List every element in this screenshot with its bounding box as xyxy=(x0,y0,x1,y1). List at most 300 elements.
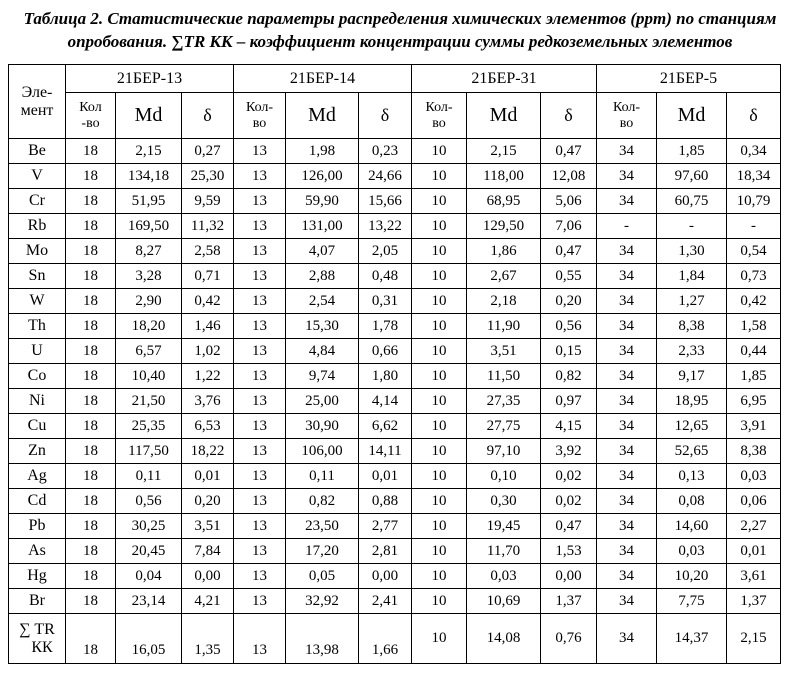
value-cell: 18,20 xyxy=(116,314,182,339)
value-cell: 13 xyxy=(234,289,286,314)
value-cell: 18 xyxy=(66,289,116,314)
value-cell: 13 xyxy=(234,514,286,539)
element-cell: U xyxy=(9,339,66,364)
value-cell: 0,01 xyxy=(182,464,234,489)
value-cell: 10 xyxy=(412,414,467,439)
value-cell: 13 xyxy=(234,539,286,564)
table-row xyxy=(9,139,781,164)
element-cell: Cd xyxy=(9,489,66,514)
value-cell: 4,84 xyxy=(286,339,359,364)
count-header-line: во xyxy=(619,115,634,131)
value-cell: 0,47 xyxy=(541,239,597,264)
table-row xyxy=(9,239,781,264)
value-cell: 13,98 xyxy=(286,614,359,664)
value-cell: 34 xyxy=(597,264,657,289)
value-cell: 34 xyxy=(597,364,657,389)
station-header: 21БЕР-13 xyxy=(66,65,234,93)
value-cell: 3,76 xyxy=(182,389,234,414)
value-cell: 25,00 xyxy=(286,389,359,414)
value-cell: 34 xyxy=(597,464,657,489)
value-cell: 3,51 xyxy=(182,514,234,539)
value-cell: 10 xyxy=(412,564,467,589)
value-cell: 2,81 xyxy=(359,539,412,564)
value-cell: 10,79 xyxy=(727,189,781,214)
count-header xyxy=(234,93,286,139)
value-cell: 3,92 xyxy=(541,439,597,464)
value-cell: 10,69 xyxy=(467,589,541,614)
count-header-line: Кол- xyxy=(245,99,274,115)
value-cell: 1,86 xyxy=(467,239,541,264)
value-cell: 6,53 xyxy=(182,414,234,439)
value-cell: 9,59 xyxy=(182,189,234,214)
value-cell: 18 xyxy=(66,364,116,389)
value-cell: 18 xyxy=(66,539,116,564)
value-cell: 0,13 xyxy=(657,464,727,489)
value-cell: 13 xyxy=(234,439,286,464)
value-cell: 106,00 xyxy=(286,439,359,464)
value-cell: 1,35 xyxy=(182,614,234,664)
value-cell: 11,50 xyxy=(467,364,541,389)
value-cell: 2,15 xyxy=(116,139,182,164)
table-row xyxy=(9,389,781,414)
value-cell: 18 xyxy=(66,514,116,539)
value-cell: 0,88 xyxy=(359,489,412,514)
value-cell: 131,00 xyxy=(286,214,359,239)
value-cell: 10 xyxy=(412,439,467,464)
value-cell: 10,20 xyxy=(657,564,727,589)
value-cell: 10 xyxy=(412,389,467,414)
value-cell: 0,47 xyxy=(541,514,597,539)
count-header xyxy=(597,93,657,139)
value-cell: 13 xyxy=(234,339,286,364)
value-cell: 34 xyxy=(597,489,657,514)
value-cell: 34 xyxy=(597,164,657,189)
value-cell: 0,55 xyxy=(541,264,597,289)
table-row xyxy=(9,489,781,514)
value-cell: 18 xyxy=(66,614,116,664)
value-cell: 0,56 xyxy=(541,314,597,339)
value-cell: 0,56 xyxy=(116,489,182,514)
value-cell: 10 xyxy=(412,539,467,564)
value-cell: 129,50 xyxy=(467,214,541,239)
value-cell: 12,08 xyxy=(541,164,597,189)
value-cell: - xyxy=(657,214,727,239)
element-cell: Br xyxy=(9,589,66,614)
value-cell: 34 xyxy=(597,414,657,439)
value-cell: 13 xyxy=(234,164,286,189)
delta-header: δ xyxy=(541,93,597,139)
value-cell: 18 xyxy=(66,139,116,164)
value-cell: 18 xyxy=(66,164,116,189)
element-cell: Cr xyxy=(9,189,66,214)
value-cell: 14,60 xyxy=(657,514,727,539)
value-cell: 18 xyxy=(66,214,116,239)
value-cell: 10 xyxy=(412,289,467,314)
element-cell xyxy=(9,614,66,664)
table-row xyxy=(9,464,781,489)
value-cell: 0,11 xyxy=(286,464,359,489)
value-cell: 2,58 xyxy=(182,239,234,264)
value-cell: 0,44 xyxy=(727,339,781,364)
value-cell: 0,71 xyxy=(182,264,234,289)
element-column-header-line: мент xyxy=(20,101,54,119)
value-cell: 34 xyxy=(597,539,657,564)
value-cell: 7,06 xyxy=(541,214,597,239)
value-cell: 34 xyxy=(597,589,657,614)
value-cell: 2,77 xyxy=(359,514,412,539)
table-row xyxy=(9,364,781,389)
value-cell: 0,73 xyxy=(727,264,781,289)
value-cell: 0,82 xyxy=(286,489,359,514)
value-cell: 18 xyxy=(66,589,116,614)
value-cell: 0,00 xyxy=(359,564,412,589)
element-cell: Ag xyxy=(9,464,66,489)
value-cell: 1,37 xyxy=(727,589,781,614)
value-cell: 0,76 xyxy=(541,614,597,664)
delta-header: δ xyxy=(727,93,781,139)
value-cell: 1,27 xyxy=(657,289,727,314)
table-row xyxy=(9,539,781,564)
value-cell: 2,15 xyxy=(467,139,541,164)
median-header: Md xyxy=(657,93,727,139)
value-cell: 0,10 xyxy=(467,464,541,489)
element-cell: Mo xyxy=(9,239,66,264)
value-cell: 27,35 xyxy=(467,389,541,414)
value-cell: 18 xyxy=(66,489,116,514)
value-cell: 2,18 xyxy=(467,289,541,314)
value-cell: 13 xyxy=(234,264,286,289)
value-cell: 6,57 xyxy=(116,339,182,364)
value-cell: 14,11 xyxy=(359,439,412,464)
value-cell: 2,67 xyxy=(467,264,541,289)
value-cell: 18 xyxy=(66,389,116,414)
value-cell: 134,18 xyxy=(116,164,182,189)
value-cell: 0,66 xyxy=(359,339,412,364)
value-cell: 13 xyxy=(234,139,286,164)
element-cell-line: КК xyxy=(31,638,53,656)
value-cell: 34 xyxy=(597,189,657,214)
table-row xyxy=(9,214,781,239)
table-row xyxy=(9,614,781,664)
value-cell: 2,33 xyxy=(657,339,727,364)
element-cell: Th xyxy=(9,314,66,339)
value-cell: 20,45 xyxy=(116,539,182,564)
median-header: Md xyxy=(286,93,359,139)
count-header-line: во xyxy=(432,115,446,131)
value-cell: 3,61 xyxy=(727,564,781,589)
value-cell: 10 xyxy=(412,214,467,239)
value-cell: 13 xyxy=(234,489,286,514)
value-cell: 118,00 xyxy=(467,164,541,189)
value-cell: 18,34 xyxy=(727,164,781,189)
value-cell: 13 xyxy=(234,589,286,614)
value-cell: 24,66 xyxy=(359,164,412,189)
value-cell: 34 xyxy=(597,314,657,339)
element-cell-line: ∑ TR xyxy=(19,620,55,638)
value-cell: 10 xyxy=(412,139,467,164)
value-cell: 30,25 xyxy=(116,514,182,539)
value-cell: 6,95 xyxy=(727,389,781,414)
statistics-table xyxy=(8,64,781,664)
value-cell: 32,92 xyxy=(286,589,359,614)
value-cell: 13 xyxy=(234,564,286,589)
element-column-header xyxy=(9,65,66,139)
value-cell: 60,75 xyxy=(657,189,727,214)
value-cell: 0,48 xyxy=(359,264,412,289)
station-header: 21БЕР-5 xyxy=(597,65,781,93)
value-cell: 1,78 xyxy=(359,314,412,339)
value-cell: 10 xyxy=(412,489,467,514)
table-row xyxy=(9,564,781,589)
value-cell: - xyxy=(727,214,781,239)
station-header: 21БЕР-14 xyxy=(234,65,412,93)
value-cell: 14,08 xyxy=(467,614,541,664)
value-cell: 0,27 xyxy=(182,139,234,164)
table-body xyxy=(9,139,781,664)
value-cell: 18 xyxy=(66,314,116,339)
value-cell: 2,41 xyxy=(359,589,412,614)
value-cell: 7,84 xyxy=(182,539,234,564)
value-cell: 23,14 xyxy=(116,589,182,614)
element-cell: W xyxy=(9,289,66,314)
value-cell: 0,23 xyxy=(359,139,412,164)
value-cell: 10 xyxy=(412,239,467,264)
table-row xyxy=(9,339,781,364)
value-cell: 126,00 xyxy=(286,164,359,189)
value-cell: 30,90 xyxy=(286,414,359,439)
value-cell: 13 xyxy=(234,364,286,389)
value-cell: 34 xyxy=(597,239,657,264)
value-cell: 13 xyxy=(234,189,286,214)
value-cell: 34 xyxy=(597,139,657,164)
value-cell: 1,58 xyxy=(727,314,781,339)
value-cell: 1,85 xyxy=(727,364,781,389)
value-cell: 3,51 xyxy=(467,339,541,364)
value-cell: 27,75 xyxy=(467,414,541,439)
value-cell: 34 xyxy=(597,564,657,589)
value-cell: 1,98 xyxy=(286,139,359,164)
value-cell: 0,54 xyxy=(727,239,781,264)
value-cell: 2,15 xyxy=(727,614,781,664)
table-row xyxy=(9,414,781,439)
value-cell: 16,05 xyxy=(116,614,182,664)
value-cell: 0,20 xyxy=(182,489,234,514)
value-cell: 6,62 xyxy=(359,414,412,439)
value-cell: 1,02 xyxy=(182,339,234,364)
value-cell: 2,54 xyxy=(286,289,359,314)
value-cell: 8,27 xyxy=(116,239,182,264)
count-header xyxy=(66,93,116,139)
value-cell: 25,35 xyxy=(116,414,182,439)
count-header-line: Кол xyxy=(79,99,102,115)
value-cell: 0,30 xyxy=(467,489,541,514)
value-cell: 10 xyxy=(412,264,467,289)
value-cell: 3,91 xyxy=(727,414,781,439)
value-cell: 0,01 xyxy=(359,464,412,489)
table-row xyxy=(9,164,781,189)
value-cell: 9,74 xyxy=(286,364,359,389)
table-caption xyxy=(0,7,800,53)
value-cell: 10 xyxy=(412,164,467,189)
value-cell: 52,65 xyxy=(657,439,727,464)
station-header: 21БЕР-31 xyxy=(412,65,597,93)
value-cell: 0,02 xyxy=(541,464,597,489)
value-cell: 23,50 xyxy=(286,514,359,539)
value-cell: 13 xyxy=(234,389,286,414)
table-row xyxy=(9,439,781,464)
value-cell: 4,21 xyxy=(182,589,234,614)
median-header: Md xyxy=(116,93,182,139)
value-cell: 18 xyxy=(66,339,116,364)
value-cell: 13 xyxy=(234,414,286,439)
value-cell: 34 xyxy=(597,339,657,364)
value-cell: 3,28 xyxy=(116,264,182,289)
count-header-line: Кол- xyxy=(425,99,453,115)
value-cell: 8,38 xyxy=(727,439,781,464)
count-header-line: -во xyxy=(81,115,100,131)
value-cell: 13,22 xyxy=(359,214,412,239)
element-cell: Cu xyxy=(9,414,66,439)
value-cell: 34 xyxy=(597,614,657,664)
value-cell: 34 xyxy=(597,389,657,414)
value-cell: 1,66 xyxy=(359,614,412,664)
element-cell: Rb xyxy=(9,214,66,239)
element-cell: Pb xyxy=(9,514,66,539)
value-cell: 11,70 xyxy=(467,539,541,564)
value-cell: 10 xyxy=(412,614,467,664)
value-cell: 13 xyxy=(234,214,286,239)
count-header-line: Кол- xyxy=(612,99,641,115)
value-cell: 0,06 xyxy=(727,489,781,514)
value-cell: 0,03 xyxy=(727,464,781,489)
value-cell: 13 xyxy=(234,239,286,264)
element-cell: V xyxy=(9,164,66,189)
element-cell: Ni xyxy=(9,389,66,414)
value-cell: 0,47 xyxy=(541,139,597,164)
value-cell: 0,08 xyxy=(657,489,727,514)
value-cell: 18 xyxy=(66,264,116,289)
count-header xyxy=(412,93,467,139)
value-cell: 9,17 xyxy=(657,364,727,389)
value-cell: 34 xyxy=(597,439,657,464)
table-row xyxy=(9,314,781,339)
value-cell: 0,42 xyxy=(182,289,234,314)
table-row xyxy=(9,289,781,314)
median-header: Md xyxy=(467,93,541,139)
value-cell: 0,02 xyxy=(541,489,597,514)
element-column-header-line: Эле- xyxy=(21,83,53,101)
value-cell: 1,53 xyxy=(541,539,597,564)
value-cell: 17,20 xyxy=(286,539,359,564)
value-cell: 0,82 xyxy=(541,364,597,389)
value-cell: 11,90 xyxy=(467,314,541,339)
value-cell: 0,20 xyxy=(541,289,597,314)
value-cell: 10 xyxy=(412,364,467,389)
value-cell: 10,40 xyxy=(116,364,182,389)
value-cell: 34 xyxy=(597,514,657,539)
count-header-line: во xyxy=(252,115,267,131)
value-cell: 1,46 xyxy=(182,314,234,339)
value-cell: 34 xyxy=(597,289,657,314)
delta-header: δ xyxy=(182,93,234,139)
value-cell: 0,00 xyxy=(541,564,597,589)
value-cell: 117,50 xyxy=(116,439,182,464)
value-cell: 169,50 xyxy=(116,214,182,239)
value-cell: 13 xyxy=(234,614,286,664)
value-cell: 0,03 xyxy=(467,564,541,589)
element-cell: Co xyxy=(9,364,66,389)
value-cell: 0,01 xyxy=(727,539,781,564)
value-cell: 68,95 xyxy=(467,189,541,214)
value-cell: 10 xyxy=(412,314,467,339)
value-cell: 2,27 xyxy=(727,514,781,539)
value-cell: 10 xyxy=(412,189,467,214)
value-cell: 59,90 xyxy=(286,189,359,214)
value-cell: 10 xyxy=(412,339,467,364)
value-cell: 18 xyxy=(66,564,116,589)
value-cell: 8,38 xyxy=(657,314,727,339)
value-cell: 1,84 xyxy=(657,264,727,289)
value-cell: 1,37 xyxy=(541,589,597,614)
value-cell: 10 xyxy=(412,514,467,539)
value-cell: 18 xyxy=(66,439,116,464)
element-cell: Zn xyxy=(9,439,66,464)
value-cell: 0,31 xyxy=(359,289,412,314)
delta-header: δ xyxy=(359,93,412,139)
element-cell: As xyxy=(9,539,66,564)
value-cell: 0,05 xyxy=(286,564,359,589)
value-cell: 4,15 xyxy=(541,414,597,439)
table-row xyxy=(9,189,781,214)
value-cell: 18,95 xyxy=(657,389,727,414)
element-cell: Be xyxy=(9,139,66,164)
value-cell: 11,32 xyxy=(182,214,234,239)
value-cell: 0,04 xyxy=(116,564,182,589)
value-cell: 5,06 xyxy=(541,189,597,214)
value-cell: 25,30 xyxy=(182,164,234,189)
value-cell: 13 xyxy=(234,314,286,339)
table-caption-line2: опробования. ∑TR КК – коэффициент концентрации суммы редкоземельных элементов xyxy=(67,32,733,51)
value-cell: 14,37 xyxy=(657,614,727,664)
value-cell: 10 xyxy=(412,589,467,614)
value-cell: 97,10 xyxy=(467,439,541,464)
table-row xyxy=(9,589,781,614)
value-cell: 0,11 xyxy=(116,464,182,489)
value-cell: 21,50 xyxy=(116,389,182,414)
value-cell: 0,34 xyxy=(727,139,781,164)
value-cell: 13 xyxy=(234,464,286,489)
value-cell: 51,95 xyxy=(116,189,182,214)
value-cell: 97,60 xyxy=(657,164,727,189)
value-cell: 2,90 xyxy=(116,289,182,314)
value-cell: 19,45 xyxy=(467,514,541,539)
value-cell: 4,14 xyxy=(359,389,412,414)
value-cell: 18,22 xyxy=(182,439,234,464)
value-cell: 18 xyxy=(66,239,116,264)
value-cell: 4,07 xyxy=(286,239,359,264)
value-cell: 0,15 xyxy=(541,339,597,364)
value-cell: 0,42 xyxy=(727,289,781,314)
table-row xyxy=(9,264,781,289)
value-cell: 0,03 xyxy=(657,539,727,564)
value-cell: 1,85 xyxy=(657,139,727,164)
value-cell: 18 xyxy=(66,189,116,214)
value-cell: 15,66 xyxy=(359,189,412,214)
value-cell: 18 xyxy=(66,464,116,489)
value-cell: 0,97 xyxy=(541,389,597,414)
value-cell: 1,30 xyxy=(657,239,727,264)
value-cell: 0,00 xyxy=(182,564,234,589)
